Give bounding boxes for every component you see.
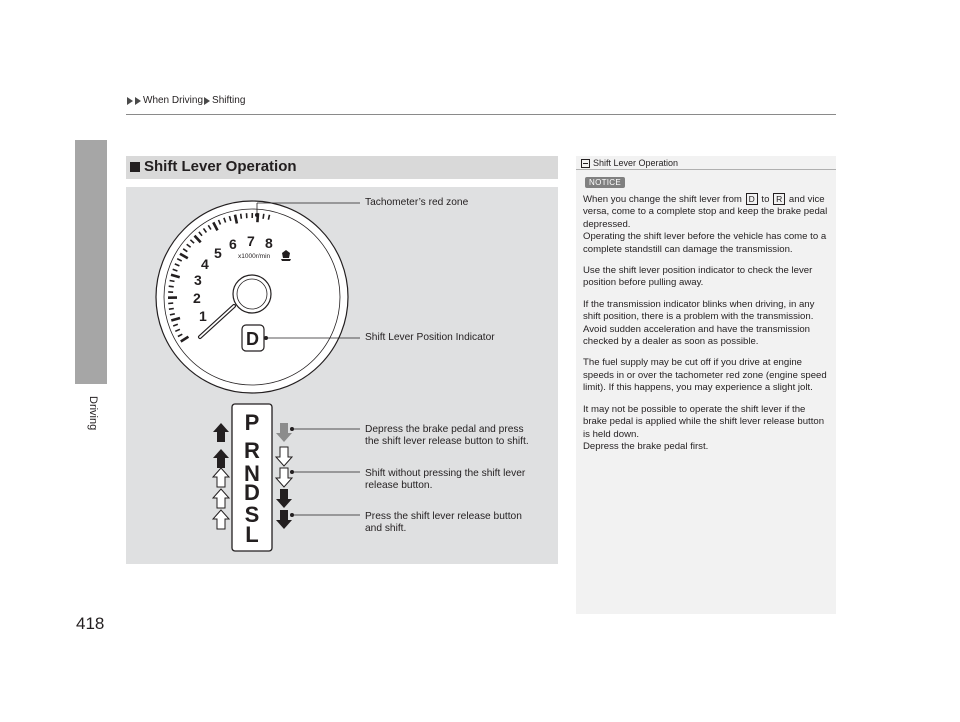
- arrow-down-outline-icon: [276, 468, 292, 487]
- tach-number-5: 5: [214, 245, 222, 261]
- red-zone-label: Tachometer’s red zone: [365, 197, 469, 208]
- gear-selector: [232, 404, 272, 551]
- section-title-text: Shift Lever Operation: [144, 158, 297, 175]
- notice-badge: NOTICE: [585, 177, 625, 188]
- arrow-up-filled-icon: [213, 449, 229, 468]
- notes-header-rule: [576, 169, 836, 170]
- tach-unit-label: x1000r/min: [238, 253, 271, 260]
- chapter-side-tab: [75, 140, 107, 384]
- position-indicator-label: Shift Lever Position Indicator: [365, 332, 495, 343]
- breadcrumb-arrow-icon: [127, 97, 133, 105]
- square-bullet-icon: [130, 162, 140, 172]
- tachometer-gauge: [156, 201, 348, 393]
- arrow-down-filled-icon: [276, 423, 292, 442]
- arrow-down-filled-icon: [276, 510, 292, 529]
- arrow-down-filled-icon: [276, 489, 292, 508]
- gear-key-r: R: [773, 193, 785, 205]
- tach-tick: [263, 214, 264, 219]
- page-number: 418: [76, 614, 105, 633]
- tach-number-4: 4: [201, 256, 209, 272]
- tach-number-8: 8: [265, 235, 273, 251]
- gear-n: N: [244, 461, 260, 486]
- gear-r: R: [244, 438, 260, 463]
- breadcrumb-level2[interactable]: Shifting: [212, 95, 246, 106]
- notes-paragraph-3: If the transmission indicator blinks when driving, in any shift position, there is a problem with the transmission. Avoid sudden acceleration and have the transmission checked by a dealer as soon as possible.: [583, 298, 815, 348]
- breadcrumb-level1[interactable]: When Driving: [143, 95, 204, 106]
- tach-tick: [169, 286, 174, 287]
- tach-tick: [170, 281, 175, 282]
- gear-s: S: [244, 502, 260, 527]
- breadcrumb-arrow-icon: [204, 97, 210, 105]
- arrow-up-outline-icon: [213, 510, 229, 529]
- notes-paragraph-5: It may not be possible to operate the shift lever if the brake pedal is applied while the shift lever release button is held down. Depress the brake pedal first.: [583, 403, 825, 452]
- tach-tick: [268, 215, 269, 220]
- tach-tick: [241, 214, 242, 219]
- header-rule: [126, 114, 836, 115]
- tach-tick: [170, 314, 175, 315]
- tach-number-3: 3: [194, 272, 202, 288]
- notes-header: [581, 158, 678, 168]
- breadcrumb: [127, 95, 245, 106]
- section-title: [130, 158, 297, 175]
- gear-p: P: [244, 410, 260, 435]
- tach-tick: [169, 309, 174, 310]
- press-release-line2: and shift.: [365, 523, 407, 534]
- tach-number-7: 7: [247, 233, 255, 249]
- notes-header-text: Shift Lever Operation: [593, 158, 679, 168]
- notes-body: [583, 193, 831, 462]
- arrow-up-outline-icon: [213, 468, 229, 487]
- arrow-down-outline-icon: [276, 447, 292, 466]
- depress-brake-line2: the shift lever release button to shift.: [365, 436, 529, 447]
- shift-lever-figure: [126, 187, 558, 564]
- position-indicator-letter: D: [246, 329, 259, 349]
- press-release-line1: Press the shift lever release button: [365, 511, 522, 522]
- shift-without-line1: Shift without pressing the shift lever: [365, 468, 526, 479]
- tach-number-6: 6: [229, 236, 237, 252]
- shift-without-label: [365, 468, 525, 492]
- breadcrumb-arrow-icon: [135, 97, 141, 105]
- right-arrows: [276, 423, 292, 529]
- left-arrows: [213, 423, 229, 529]
- gear-d: D: [244, 480, 260, 505]
- notes-paragraph-1: When you change the shift lever from D to R and vice versa, come to a complete stop and keep the brake pedal depressed. Operating the shift lever before the vehicle has come to a complete standstill can damage the transmission.: [583, 194, 828, 255]
- tach-number-1: 1: [199, 308, 207, 324]
- depress-brake-line1: Depress the brake pedal and press: [365, 424, 524, 435]
- notes-paragraph-4: The fuel supply may be cut off if you drive at engine speeds in or over the tachometer red zone (engine speed limit). If this happens, you may experience a slight jolt.: [583, 357, 827, 394]
- chapter-label: Driving: [87, 396, 99, 431]
- notes-paragraph-2: Use the shift lever position indicator to check the lever position before pulling away.: [583, 265, 813, 289]
- depress-brake-label: [365, 424, 529, 448]
- press-release-label: [365, 511, 522, 535]
- arrow-up-filled-icon: [213, 423, 229, 442]
- tach-number-2: 2: [193, 290, 201, 306]
- note-reference-icon: [581, 159, 590, 168]
- arrow-up-outline-icon: [213, 489, 229, 508]
- gear-key-d: D: [746, 193, 758, 205]
- shift-without-line2: release button.: [365, 480, 433, 491]
- gear-l: L: [245, 522, 259, 547]
